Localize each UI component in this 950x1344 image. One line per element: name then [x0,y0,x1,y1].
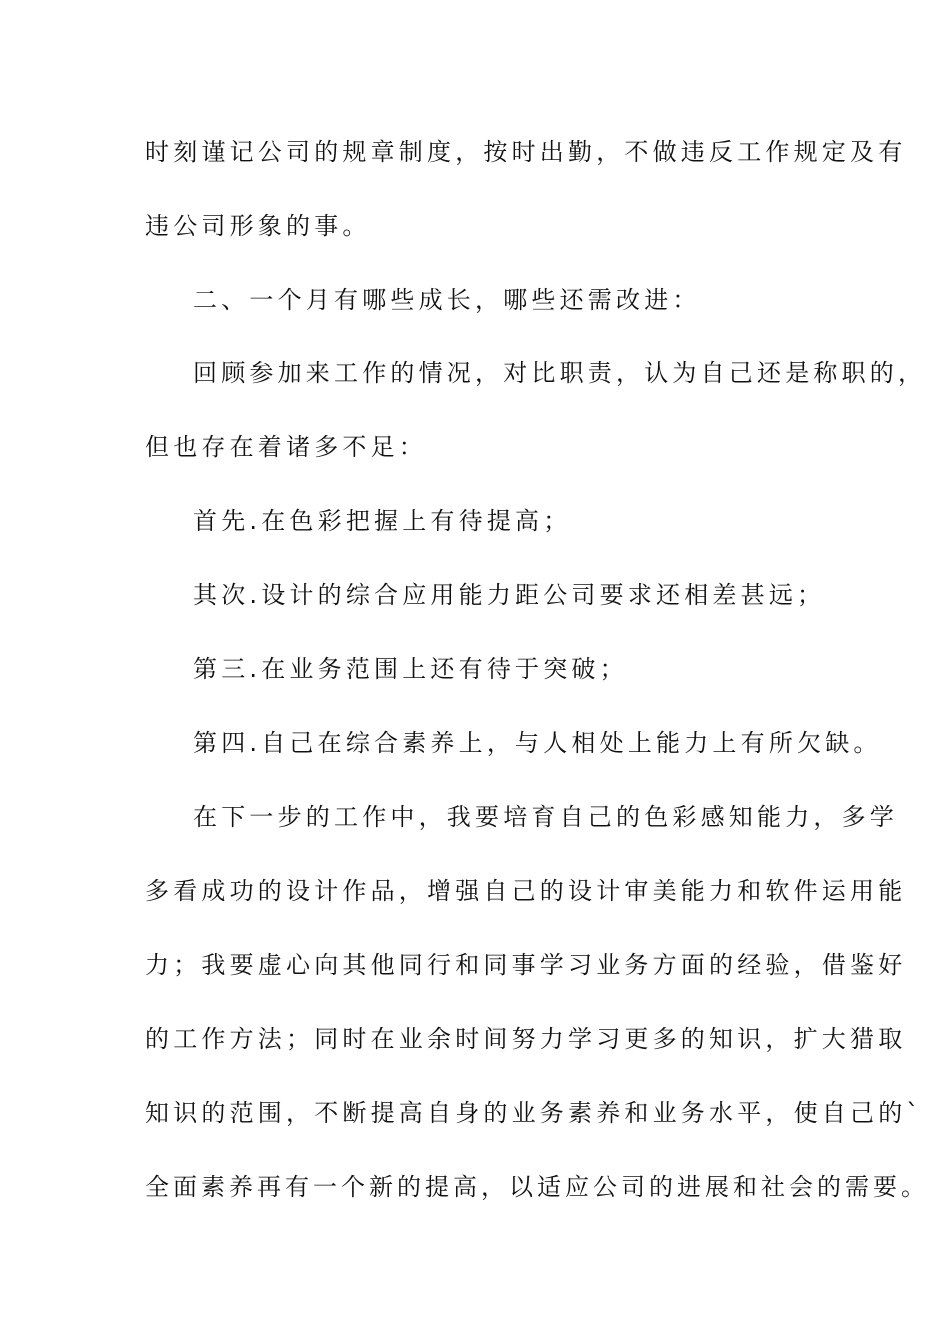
list-item-1: 首先.在色彩把握上有待提高； [193,507,572,535]
text-line-1: 时刻谨记公司的规章制度，按时出勤，不做违反工作规定及有 [145,138,907,166]
list-item-4: 第四.自己在综合素养上，与人相处上能力上有所欠缺。 [193,729,882,757]
text-line-4: 回顾参加来工作的情况，对比职责，认为自己还是称职的， [193,359,927,387]
text-line-15: 全面素养再有一个新的提高，以适应公司的进展和社会的需要。 [145,1173,929,1201]
text-line-2: 违公司形象的事。 [145,212,371,240]
text-line-5: 但也存在着诸多不足： [145,433,427,461]
text-line-14: 知识的范围，不断提高自身的业务素养和业务水平，使自己的` [145,1099,923,1127]
section-heading: 二、一个月有哪些成长，哪些还需改进： [193,286,701,314]
list-item-3: 第三.在业务范围上还有待于突破； [193,655,628,683]
list-item-2: 其次.设计的综合应用能力距公司要求还相差甚远； [193,581,826,609]
text-line-10: 在下一步的工作中，我要培育自己的色彩感知能力，多学 [193,803,898,831]
text-line-12: 力；我要虚心向其他同行和同事学习业务方面的经验，借鉴好 [145,951,907,979]
text-line-13: 的工作方法；同时在业余时间努力学习更多的知识，扩大猎取 [145,1025,907,1053]
text-line-11: 多看成功的设计作品，增强自己的设计审美能力和软件运用能 [145,877,907,905]
